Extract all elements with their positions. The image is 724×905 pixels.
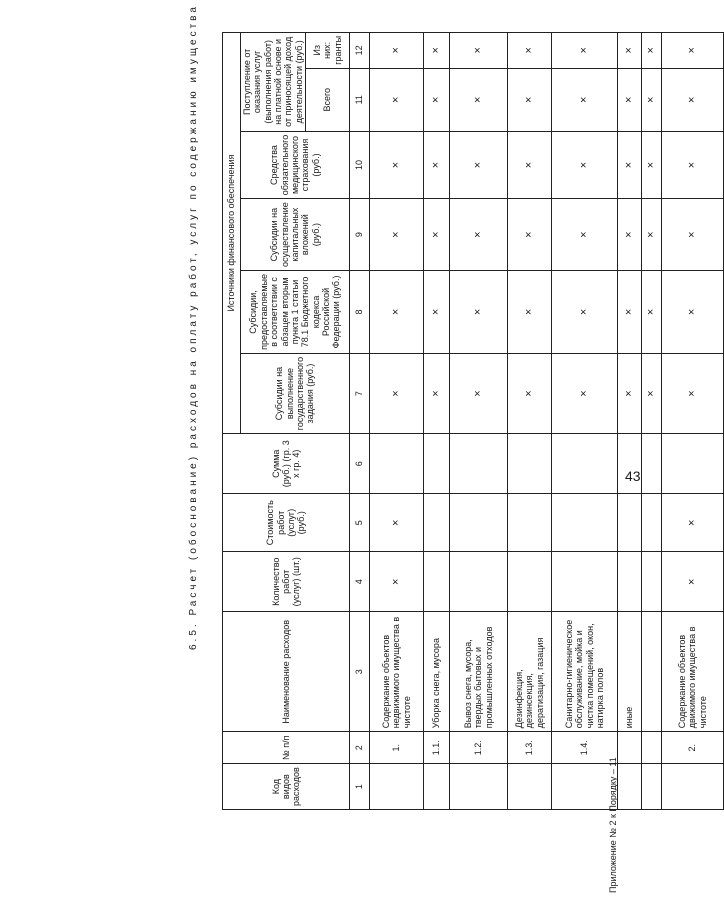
empty-cell [618,494,642,552]
mark-cell: × [618,199,642,271]
col-number: 12 [350,32,370,68]
mark-cell: × [662,271,724,354]
row-name: Содержание объектов движимого имущества в чистоте [662,612,724,732]
mark-cell: × [508,68,552,131]
mark-cell: × [508,199,552,271]
sum-cell [370,434,424,494]
mark-cell: × [662,32,724,68]
empty-cell [450,552,508,612]
mark-cell: × [642,131,662,199]
col-number: 2 [350,732,370,764]
mark-cell: × [662,353,724,433]
row-name [642,612,662,732]
table-row [662,32,724,809]
mark-cell: × [508,353,552,433]
mark-cell: × [450,32,508,68]
row-num [642,732,662,764]
row-num [618,732,642,764]
table-row [370,32,424,809]
col-number: 9 [350,199,370,271]
col-number: 8 [350,271,370,354]
sum-cell [552,434,618,494]
mark-cell: × [642,199,662,271]
mark-cell: × [642,353,662,433]
mark-cell: × [450,68,508,131]
mark-cell: × [424,68,450,131]
row-num: 1.1. [424,732,450,764]
header-num: № п/п [223,732,350,764]
mark-cell: × [424,271,450,354]
expense-table [222,32,724,810]
col-number: 7 [350,353,370,433]
mark-cell: × [552,271,618,354]
empty-cell [450,494,508,552]
header-code: Код видов расходов [223,764,350,810]
table-row [642,32,662,809]
mark-cell: × [370,131,424,199]
mark-cell: × [642,271,662,354]
row-num: 1.3. [508,732,552,764]
header-qty: Количество работ (услуг) (шт.) [223,552,350,612]
row-num: 2. [662,732,724,764]
col-number: 11 [350,68,370,131]
sum-cell [424,434,450,494]
header-s10: Средства обязательного медицинского страхования (руб.) [241,131,350,199]
mark-cell: × [450,271,508,354]
header-s11-12: Поступление от оказания услуг (выполнения работ) на платной основе и от приносящей доход деятельности (руб.) [241,32,306,131]
sum-cell [508,434,552,494]
mark-cell: × [508,131,552,199]
table-row [508,32,552,809]
mark-cell: × [370,32,424,68]
mark-cell: × [618,353,642,433]
mark-cell: × [552,131,618,199]
mark-cell: × [424,131,450,199]
row-name: иные [618,612,642,732]
empty-cell [508,494,552,552]
mark-cell: × [552,32,618,68]
mark-cell: × [662,68,724,131]
header-sum: Сумма (руб.) (гр. 3 x гр. 4) [223,434,350,494]
table-row [618,32,642,809]
empty-cell [642,552,662,612]
header-s7: Субсидии на выполнение государственного задания (руб.) [241,353,350,433]
code-cell [662,764,724,810]
empty-cell [642,494,662,552]
mark-cell: × [552,353,618,433]
empty-cell [424,552,450,612]
mark-cell: × [370,552,424,612]
mark-cell: × [508,32,552,68]
code-cell [508,764,552,810]
mark-cell: × [450,199,508,271]
table-row [450,32,508,809]
row-name: Уборка снега, мусора [424,612,450,732]
mark-cell: × [662,494,724,552]
mark-cell: × [642,68,662,131]
page-number: 43 [625,468,641,484]
header-s12: Из них: гранты [306,32,350,68]
header-name: Наименование расходов [223,612,350,732]
empty-cell [552,552,618,612]
document-title: 6.5. Расчет (обоснование) расходов на оплату работ, услуг по содержанию имущества [188,4,199,650]
code-cell [424,764,450,810]
header-sources: Источники финансового обеспечения [223,32,241,433]
header-s9: Субсидии на осуществление капитальных вложений (руб.) [241,199,350,271]
mark-cell: × [424,199,450,271]
code-cell [370,764,424,810]
mark-cell: × [552,199,618,271]
mark-cell: × [370,199,424,271]
mark-cell: × [370,494,424,552]
mark-cell: × [618,271,642,354]
mark-cell: × [424,353,450,433]
col-number: 1 [350,764,370,810]
empty-cell [618,552,642,612]
mark-cell: × [618,68,642,131]
header-cost: Стоимость работ (услуг) (руб.) [223,494,350,552]
sum-cell [662,434,724,494]
mark-cell: × [662,199,724,271]
col-number: 10 [350,131,370,199]
row-name: Санитарно-гигиеническое обслуживание, мойка и чистка помещений, окон, натирка полов [552,612,618,732]
footer-note: Приложение № 2 к Порядку – 11 [608,757,618,893]
mark-cell: × [618,32,642,68]
table-row [552,32,618,809]
code-cell [450,764,508,810]
col-number: 3 [350,612,370,732]
header-s11: Всего [306,68,350,131]
header-s8: Субсидии, предоставляемые в соответствии с абзацем вторым пункта 1 статьи 78.1 Бюджетного кодекса Российской Федерации (руб.) [241,271,350,354]
row-name: Содержание объектов недвижимого имущества в чистоте [370,612,424,732]
mark-cell: × [450,131,508,199]
code-cell [642,764,662,810]
mark-cell: × [662,131,724,199]
col-number: 5 [350,494,370,552]
row-num: 1.4. [552,732,618,764]
mark-cell: × [450,353,508,433]
col-number: 4 [350,552,370,612]
row-num: 1.2. [450,732,508,764]
code-cell [618,764,642,810]
col-number: 6 [350,434,370,494]
sum-cell [642,434,662,494]
empty-cell [508,552,552,612]
mark-cell: × [618,131,642,199]
row-num: 1. [370,732,424,764]
row-name: Вывоз снега, мусора, твердых бытовых и промышленных отходов [450,612,508,732]
row-name: Дезинфекция, дезинсекция, дератизация, газация [508,612,552,732]
sum-cell [450,434,508,494]
mark-cell: × [662,552,724,612]
mark-cell: × [642,32,662,68]
mark-cell: × [370,68,424,131]
sum-cell [618,434,642,494]
empty-cell [552,494,618,552]
table-row [424,32,450,809]
mark-cell: × [370,271,424,354]
mark-cell: × [508,271,552,354]
empty-cell [424,494,450,552]
mark-cell: × [424,32,450,68]
mark-cell: × [552,68,618,131]
mark-cell: × [370,353,424,433]
